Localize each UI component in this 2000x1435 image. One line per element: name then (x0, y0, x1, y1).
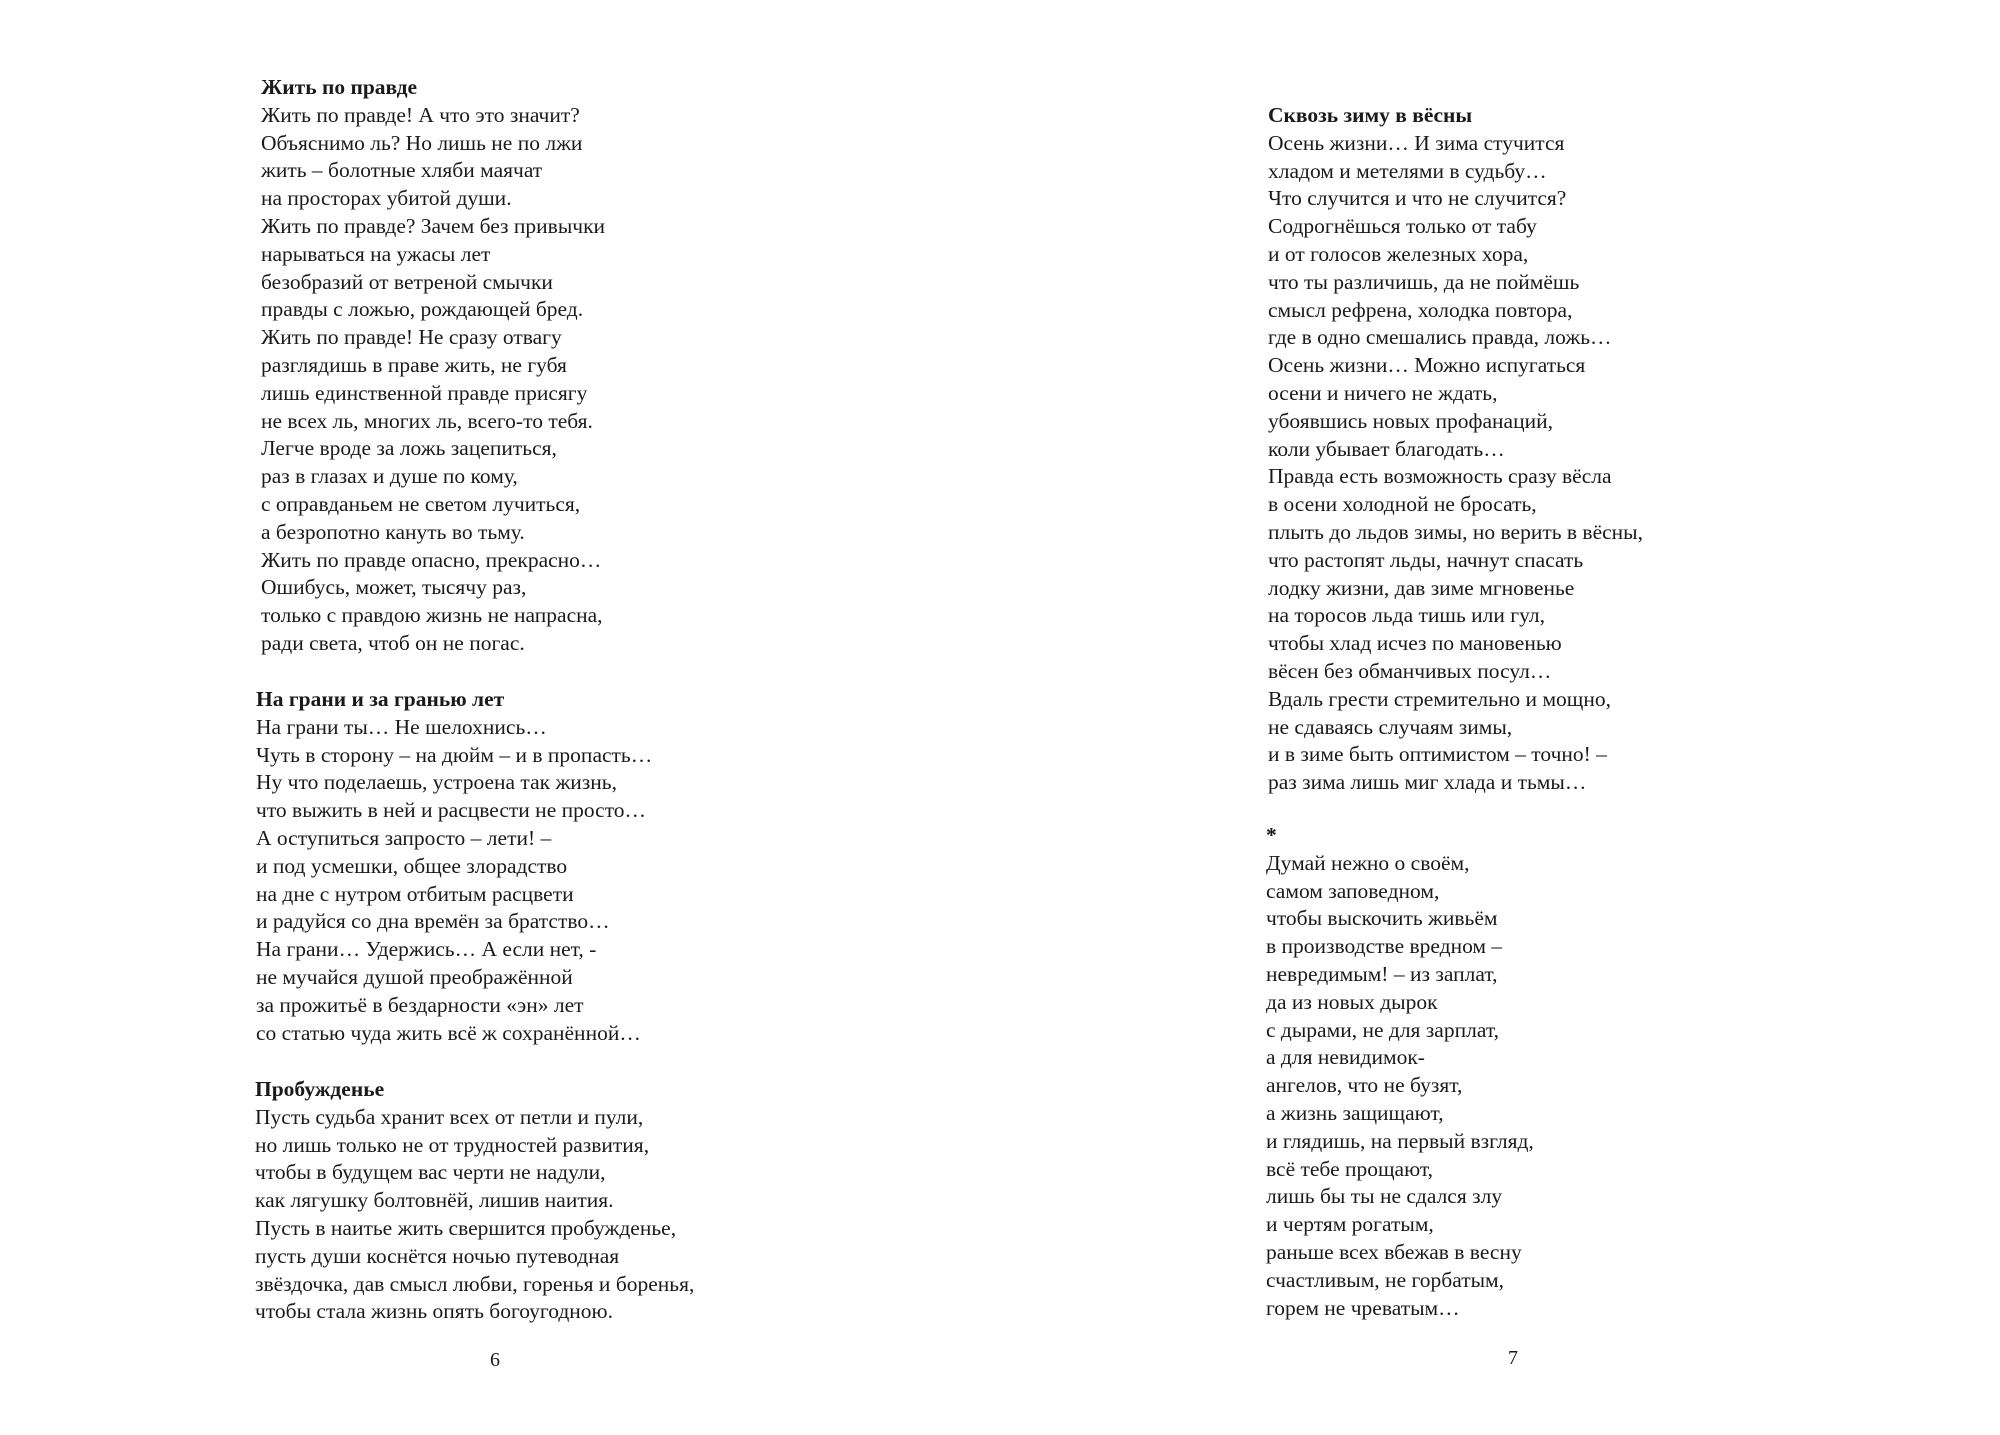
poem-line: чтобы в будущем вас черти не надули, (255, 1160, 606, 1185)
poem-line: Осень жизни… Можно испугаться (1268, 353, 1586, 378)
poem-line: со статью чуда жить всё ж сохранённой… (256, 1020, 641, 1045)
poem-line: ради света, чтоб он не погас. (261, 630, 525, 655)
poem-line: и под усмешки, общее злорадство (256, 853, 568, 878)
poem-line: на дне с нутром отбитым расцвети (256, 881, 574, 906)
poem-line: и радуйся со дна времён за братство… (256, 909, 610, 934)
poem-line: Жить по правде? Зачем без привычки (261, 213, 606, 238)
poem-line: Жить по правде опасно, прекрасно… (261, 547, 602, 572)
poem-line: Ну что поделаешь, устроена так жизнь, (256, 770, 617, 795)
right-page (1000, 0, 2000, 1435)
poem-line: безобразий от ветреной смычки (261, 269, 553, 294)
poem-line: и в зиме быть оптимистом – точно! – (1268, 742, 1607, 767)
poem-line: не сдаваясь случаям зимы, (1268, 714, 1513, 739)
poem-title: Сквозь зиму в вёсны (1268, 103, 1473, 127)
poem-line: счастливым, не горбатым, (1266, 1267, 1505, 1292)
poem-line: смысл рефрена, холодка повтора, (1268, 297, 1573, 322)
poem-line: лодку жизни, дав зиме мгновенье (1268, 575, 1575, 600)
poem-line: Чуть в сторону – на дюйм – и в пропасть… (256, 742, 653, 767)
poem-line: Жить по правде! Не сразу отвагу (261, 325, 562, 350)
poem-title: На грани и за гранью лет (256, 687, 505, 711)
poem-line: как лягушку болтовнёй, лишив наития. (255, 1188, 614, 1213)
poem-line: что ты различишь, да не поймёшь (1268, 269, 1580, 294)
poem-line: хладом и метелями в судьбу… (1268, 158, 1547, 183)
poem-line: и глядишь, на первый взгляд, (1266, 1128, 1534, 1153)
poem (1266, 822, 1534, 1322)
poem-line: Содрогнёшься только от табу (1268, 214, 1537, 239)
page-number: 6 (490, 1349, 500, 1371)
poem-line: Пусть судьба хранит всех от петли и пули, (255, 1104, 644, 1129)
poem-line: А оступиться запросто – лети! – (256, 825, 552, 850)
poem-line: с дырами, не для зарплат, (1266, 1017, 1499, 1042)
page-number: 7 (1508, 1347, 1518, 1369)
poem-line: на торосов льда тишь или гул, (1268, 603, 1546, 628)
poem-line: жить – болотные хляби маячат (261, 158, 543, 183)
poem (1268, 102, 1643, 797)
poem-line: Осень жизни… И зима стучится (1268, 130, 1565, 155)
poem-line: и от голосов железных хора, (1268, 241, 1529, 266)
poem-line: а для невидимок- (1266, 1045, 1425, 1070)
poem (255, 1076, 694, 1326)
poem-line: Вдаль грести стремительно и мощно, (1268, 686, 1611, 711)
poem-line: да из новых дырок (1266, 989, 1438, 1014)
poem-title: * (1266, 823, 1277, 847)
poem-line: с оправданьем не светом лучиться, (261, 491, 581, 516)
poem-line: Ошибусь, может, тысячу раз, (261, 575, 527, 600)
poem-line: На грани… Удержись… А если нет, - (256, 937, 597, 962)
poem-line: и чертям рогатым, (1266, 1212, 1434, 1237)
poem-line: Легче вроде за ложь зацепиться, (261, 436, 557, 461)
poem-line: а жизнь защищают, (1266, 1100, 1444, 1125)
poem-line: Думай нежно о своём, (1266, 850, 1470, 875)
poem-line: вёсен без обманчивых посул… (1268, 658, 1552, 683)
poem (256, 686, 652, 1047)
poem-line: раньше всех вбежав в весну (1266, 1239, 1522, 1264)
poem-line: нарываться на ужасы лет (261, 241, 491, 266)
poem-line: в производстве вредном – (1266, 934, 1503, 959)
poem-line: в осени холодной не бросать, (1268, 492, 1537, 517)
poem-line: самом заповедном, (1266, 878, 1440, 903)
poem-line: где в одно смешались правда, ложь… (1268, 325, 1612, 350)
poem-line: лишь бы ты не сдался злу (1266, 1184, 1503, 1209)
poem-line: на просторах убитой души. (261, 186, 512, 211)
poem-line: звёздочка, дав смысл любви, горенья и боренья, (255, 1271, 695, 1296)
poem-line: плыть до льдов зимы, но верить в вёсны, (1268, 519, 1643, 544)
poem-line: убоявшись новых профанаций, (1268, 408, 1553, 433)
poem-line: чтобы хлад исчез по мановенью (1268, 631, 1562, 656)
poem-line: Правда есть возможность сразу вёсла (1268, 464, 1612, 489)
poem-title: Жить по правде (261, 75, 418, 99)
poem-line: чтобы выскочить живьём (1266, 906, 1498, 931)
poem-line: разглядишь в праве жить, не губя (261, 352, 567, 377)
poem-line: Жить по правде! А что это значит? (261, 102, 580, 127)
poem-line: лишь единственной правде присягу (261, 380, 588, 405)
poem-title: Пробужденье (255, 1077, 385, 1101)
poem-line: На грани ты… Не шелохнись… (256, 714, 547, 739)
poem-line: не всех ль, многих ль, всего-то тебя. (261, 408, 593, 433)
poem-line: Объяснимо ль? Но лишь не по лжи (261, 130, 583, 155)
poem-line: за прожитьё в бездарности «эн» лет (256, 992, 584, 1017)
poem-line: невредимым! – из заплат, (1266, 961, 1498, 986)
poem-line: Пусть в наитье жить свершится пробужденье, (255, 1215, 677, 1240)
poem-line: Что случится и что не случится? (1268, 186, 1567, 211)
poem-line: осени и ничего не ждать, (1268, 380, 1498, 405)
poem-line: чтобы стала жизнь опять богоугодною. (255, 1299, 613, 1324)
poem-line: не мучайся душой преображённой (256, 964, 573, 989)
poem-line: ангелов, что не бузят, (1266, 1073, 1463, 1098)
poem-line: а безропотно кануть во тьму. (261, 519, 525, 544)
poem-line: но лишь только не от трудностей развития, (255, 1132, 650, 1157)
poem-line: пусть души коснётся ночью путеводная (255, 1243, 620, 1268)
poem-line: раз зима лишь миг хлада и тьмы… (1268, 770, 1587, 795)
poem-line: что выжить в ней и расцвести не просто… (256, 798, 647, 823)
poem-line: горем не чреватым… (1266, 1295, 1460, 1320)
poem-line: раз в глазах и душе по кому, (261, 464, 518, 489)
poem (261, 74, 605, 658)
poem-line: что растопят льды, начнут спасать (1268, 547, 1584, 572)
poem-line: только с правдою жизнь не напрасна, (261, 603, 603, 628)
poem-line: всё тебе прощают, (1266, 1156, 1434, 1181)
poem-line: правды с ложью, рождающей бред. (261, 297, 584, 322)
poem-line: коли убывает благодать… (1268, 436, 1505, 461)
